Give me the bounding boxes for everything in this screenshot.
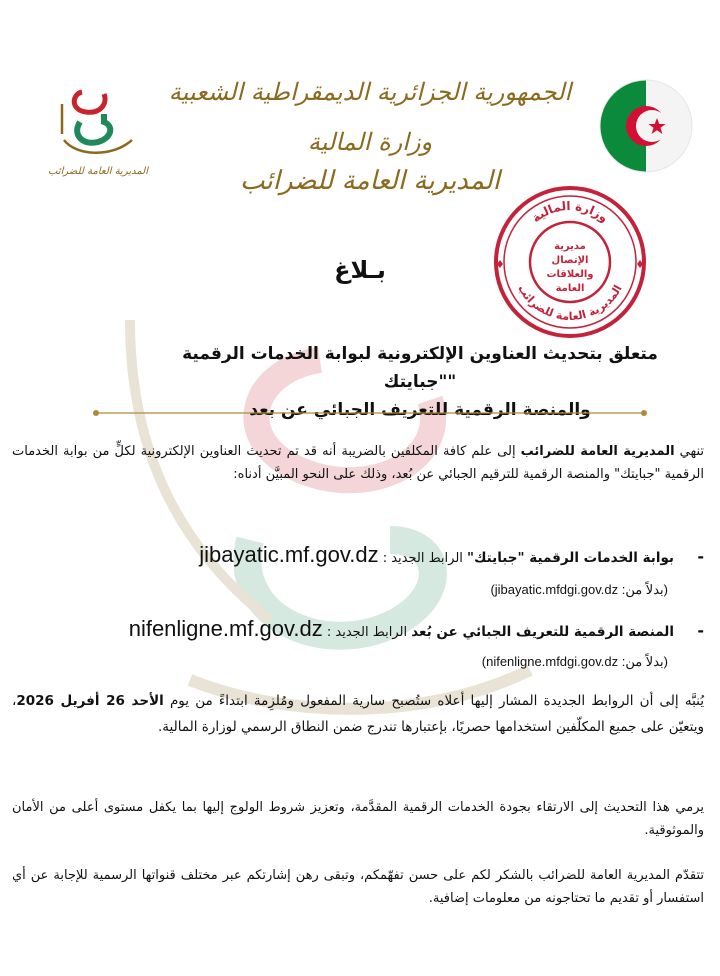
ornament-divider [90,406,650,420]
bullet-dash: - [697,621,704,640]
old-url-note [482,654,668,670]
link-item [20,616,704,642]
old-url-label: (بدلاً من: [618,582,668,597]
dgi-logo [42,74,154,178]
intro-lead: تنهي [674,444,704,459]
intro-rest: إلى علم كافة المكلفين بالضريبة أنه قد تم تحديث العناوين الإلكترونية لكلٍّ من بوابة الخدمات الرقمية "جبايتك" والمنصة الرقمية للترقيم الجبائي عن بُعد، وذلك على النحو المبيَّن أدناه: [12,444,704,482]
new-url-link[interactable]: jibayatic.mf.gov.dz [199,542,379,567]
stamp-bottom-text: المديرية العامة للضرائب [515,282,625,324]
old-url-note [490,582,668,598]
subject-title-line2: والمنصة الرقمية للتعريف الجبائي عن بعد [249,400,591,420]
notice-rest: ، ويتعيّن على جميع المكلّفين استخدامها حصريًا، بإعتبارها تندرج ضمن النطاق الرسمي لوزارة المالية. [12,693,704,735]
link-item [20,542,704,568]
new-url-link[interactable]: nifenligne.mf.gov.dz [128,616,323,641]
bullet-dash: - [697,547,704,566]
algeria-flag-icon [600,80,692,172]
stamp-center-text: مديرية الإتصال والعلاقات العامة [546,241,594,294]
notice-paragraph [12,688,704,740]
old-url-close: ) [490,582,495,597]
old-url-link[interactable]: nifenligne.mfdgi.gov.dz [486,654,619,669]
link-name: المنصة الرقمية للتعريف الجبائي عن بُعد [411,624,674,640]
document-type-title: بـلاغ [334,256,386,284]
header-republic: الجمهورية الجزائرية الديمقراطية الشعبية [168,78,572,106]
notice-effective-date: الأحد 26 أفريل 2026 [16,693,164,709]
link-name: بوابة الخدمات الرقمية "جبايتك" [467,550,674,566]
stamp-top-text: وزارة المالية [529,198,611,226]
notice-lead: يُنبَّه إلى أن الروابط الجديدة المشار إليها أعلاه ستُصبح سارية المفعول ومُلزِمة ابتداءً من يوم [163,693,704,709]
intro-bold-directorate: المديرية العامة للضرائب [520,444,675,459]
old-url-link[interactable]: jibayatic.mfdgi.gov.dz [494,582,619,597]
link-new-label: الرابط الجديد : [378,551,468,566]
aim-paragraph: يرمي هذا التحديث إلى الارتقاء بجودة الخدمات الرقمية المقدَّمة، وتعزيز شروط الولوج إليها بما يكفل مستوى أعلى من الأمان والموثوقية. [12,800,704,838]
header-directorate: المديرية العامة للضرائب [240,166,500,196]
thanks-paragraph: تتقدّم المديرية العامة للضرائب بالشكر لكم على حسن تفهّمكم، وتبقى رهن إشارتكم عبر مختلف قنواتها الرسمية للإجابة عن أي استفسار أو تقديم ما تحتاجونه من معلومات إضافية. [12,868,704,906]
old-url-close: ) [481,654,487,669]
subject-title-line1: متعلق بتحديث العناوين الإلكترونية لبوابة الخدمات الرقمية "جبايتك" [182,344,658,392]
intro-paragraph [12,440,704,486]
old-url-label: (بدلاً من: [618,654,668,669]
header-ministry: وزارة المالية [307,128,433,156]
link-new-label: الرابط الجديد : [322,625,412,640]
dgi-logo-caption: المديرية العامة للضرائب [48,166,148,177]
